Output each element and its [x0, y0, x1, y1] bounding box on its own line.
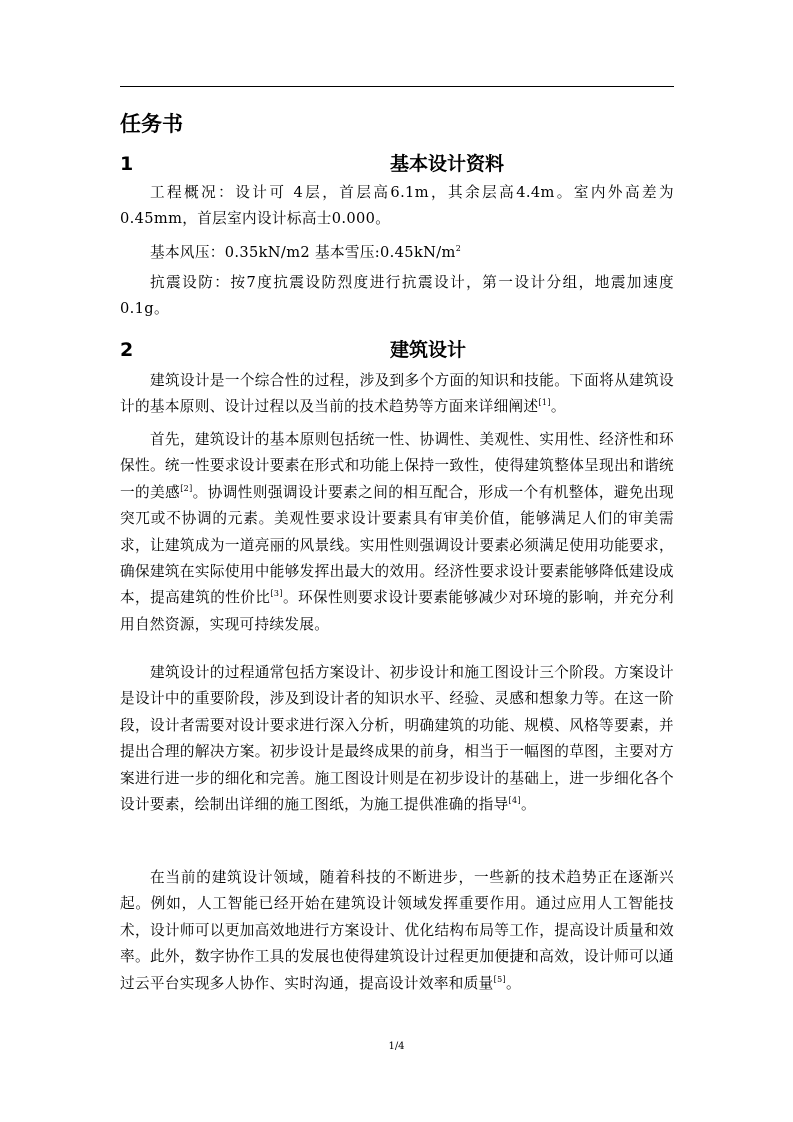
page-number: 1/4 [388, 1041, 405, 1052]
paragraph-trends [120, 865, 674, 997]
paragraph-text: 在当前的建筑设计领域，随着科技的不断进步，一些新的技术趋势正在逐渐兴起。例如，人工智能已经开始在建筑设计领域发挥重要作用。通过应用人工智能技术，设计师可以更加高效地进行方案设计、优化结构布局等工作，提高设计质量和效率。此外，数字协作工具的发展也使得建筑设计过程更加便捷和高效，设计师可以通过云平台实现多人协作、实时沟通，提高设计效率和质量 [120, 869, 674, 992]
paragraph-text: 。 [550, 398, 566, 416]
paragraph-text: 。协调性则强调设计要素之间的相互配合，形成一个有机整体，避免出现突兀或不协调的元素。美观性要求设计要素具有审美价值，能够满足人们的审美需求，让建筑成为一道亮丽的风景线。实用性则强调设计要素必须满足使用功能要求，确保建筑在实际使用中能够发挥出最大的效用。经济性要求设计要素能够降低建设成本，提高建筑的性价比 [120, 483, 675, 607]
paragraph-wind-snow-load [120, 240, 674, 266]
citation-ref: [4] [508, 796, 521, 806]
citation-ref: [3] [270, 589, 283, 599]
paragraph-text: 。 [506, 974, 521, 992]
document-title: 任务书 [120, 112, 183, 136]
paragraph-text: 。环保性则要求设计要素能够减少对环境的影响，并充分利用自然资源，实现可持续发展。 [120, 589, 674, 633]
citation-ref: [2] [180, 483, 193, 493]
paragraph-process [120, 660, 674, 818]
header-rule [120, 86, 674, 87]
citation-ref: [5] [493, 974, 506, 984]
citation-ref: [1] [538, 398, 551, 408]
paragraph-text: 首先，建筑设计的基本原则包括统一性、协调性、美观性、实用性、经济性和环保性。统一性要求设计要素在形式和功能上保持一致性，使得建筑整体呈现出和谐统一的美感 [120, 431, 674, 501]
section-heading-1 [120, 149, 674, 179]
section-title: 建筑设计 [390, 339, 467, 361]
paragraph-intro [120, 368, 674, 421]
paragraph-seismic: 抗震设防：按7度抗震设防烈度进行抗震设计，第一设计分组，地震加速度0.1g。 [120, 274, 674, 318]
paragraph-text: 建筑设计的过程通常包括方案设计、初步设计和施工图设计三个阶段。方案设计是设计中的重要阶段，涉及到设计者的知识水平、经验、灵感和想象力等。在这一阶段，设计者需要对设计要求进行深入分析，明确建筑的功能、规模、风格等要素，并提出合理的解决方案。初步设计是最终成果的前身，相当于一幅图的草图，主要对方案进行进一步的细化和完善。施工图设计则是在初步设计的基础上，进一步细化各个设计要素，绘制出详细的施工图纸，为施工提供准确的指导 [120, 664, 674, 814]
section-heading-2 [120, 335, 674, 365]
paragraph-principles [120, 427, 674, 638]
superscript: 2 [455, 244, 462, 253]
paragraph-text: 。 [520, 796, 536, 814]
paragraph-text: 建筑设计是一个综合性的过程，涉及到多个方面的知识和技能。下面将从建筑设计的基本原则、设计过程以及当前的技术趋势等方面来详细阐述 [120, 372, 674, 416]
paragraph-text: 基本风压：0.35kN/m2 基本雪压:0.45kN/m [150, 244, 456, 261]
section-number: 1 [120, 153, 134, 175]
section-title: 基本设计资料 [390, 153, 505, 175]
paragraph-project-overview: 工程概况：设计可 4层，首层高6.1m，其余层高4.4m。室内外高差为0.45mm，首层室内设计标高士0.000。 [120, 184, 674, 228]
section-number: 2 [120, 339, 134, 361]
